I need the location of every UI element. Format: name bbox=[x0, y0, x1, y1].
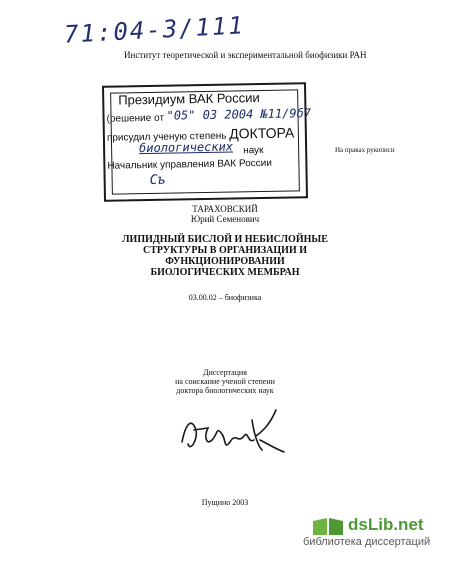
dissertation-title bbox=[95, 234, 355, 278]
title-line: БИОЛОГИЧЕСКИХ МЕМБРАН bbox=[150, 267, 300, 278]
stamp-chief: Начальник управления ВАК России bbox=[107, 157, 273, 172]
stamp-decision: (решение от bbox=[106, 112, 165, 125]
book-icon bbox=[311, 515, 345, 537]
stamp-science-handwritten: биологических bbox=[138, 139, 234, 156]
stamp-title: Президиум ВАК России bbox=[118, 90, 260, 108]
logo-tagline: библиотека диссертаций bbox=[303, 536, 431, 548]
dslib-logo[interactable] bbox=[303, 515, 443, 555]
note-line: Диссертация bbox=[203, 368, 247, 377]
note-line: на соискание ученой степени bbox=[175, 377, 275, 386]
author-signature bbox=[178, 400, 288, 466]
author-name: Юрий Семенович bbox=[190, 214, 260, 224]
stamp-science-word: наук bbox=[243, 144, 264, 157]
vak-stamp bbox=[102, 82, 312, 202]
archive-number: 71:04-3/111 bbox=[63, 11, 246, 49]
stamp-date-handwritten: "05" 03 2004 №11/9б7 bbox=[166, 106, 312, 123]
place-year: Пущино 2003 bbox=[201, 498, 249, 507]
institute-name: Институт теоретической и экспериментальной биофизики РАН bbox=[124, 50, 367, 60]
title-line: ЛИПИДНЫЙ БИСЛОЙ И НЕБИСЛОЙНЫЕ bbox=[122, 234, 328, 245]
note-line: доктора биологических наук bbox=[176, 386, 274, 395]
stamp-degree-text: присудил ученую степень bbox=[106, 130, 227, 144]
manuscript-note: На правах рукописи bbox=[335, 146, 395, 154]
specialty-code: 03.00.02 – биофизика bbox=[188, 293, 262, 302]
stamp-signature: Съ bbox=[149, 172, 166, 188]
author-surname: ТАРАХОВСКИЙ bbox=[192, 204, 258, 214]
logo-name: dsLib.net bbox=[348, 515, 424, 534]
title-line: СТРУКТУРЫ В ОРГАНИЗАЦИИ И ФУНКЦИОНИРОВАНИИ bbox=[143, 245, 307, 267]
stamp-degree-word: ДОКТОРА bbox=[229, 124, 295, 142]
dissertation-note bbox=[0, 368, 450, 395]
